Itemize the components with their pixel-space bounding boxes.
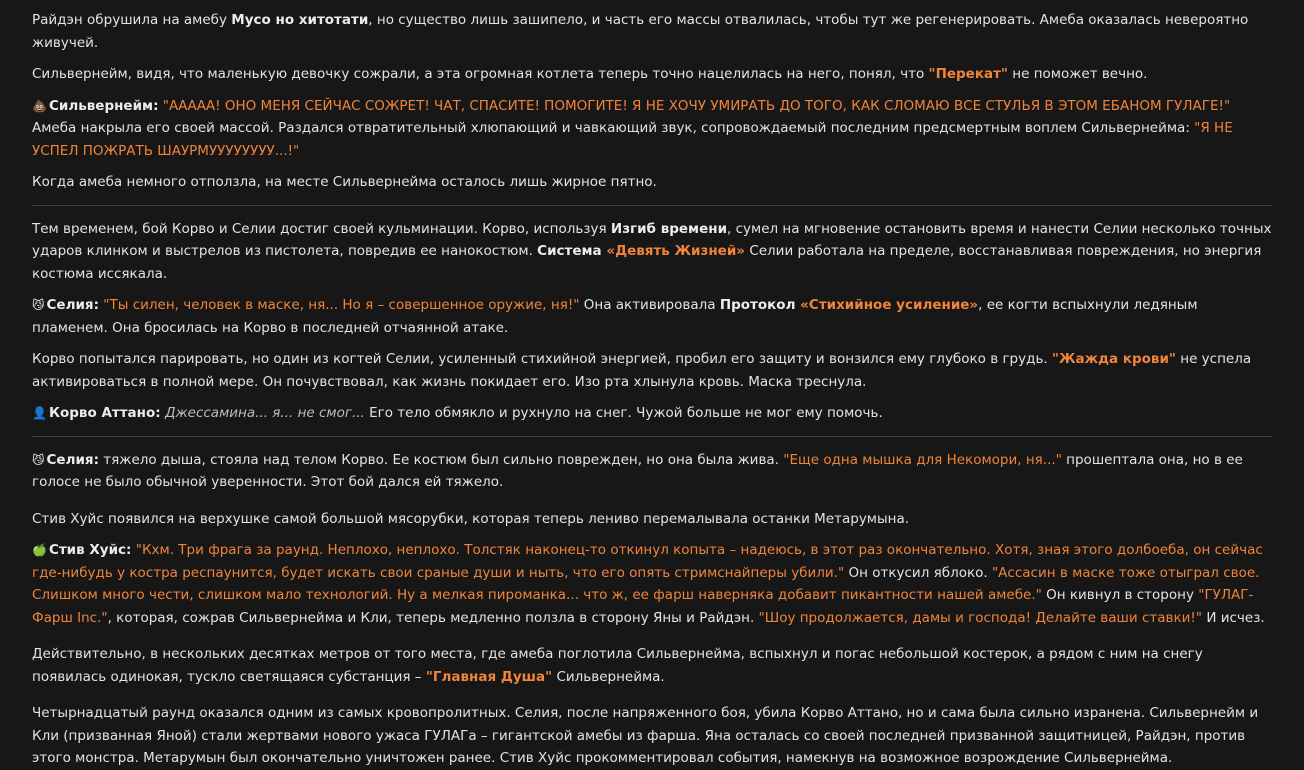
dialogue-quote: "Ты силен, человек в маске, ня... Но я – совершенное оружие, ня!" [99, 297, 580, 313]
paragraph-10 [32, 508, 1272, 531]
dialogue-quote: "Ассасин в маске тоже отыграл свое. Слишком много чести, слишком мало технологий. Ну а мелкая пироманка... что ж, ее фарш наверняка добавит пикантности нашей амебе." [32, 564, 1260, 603]
text: Амеба накрыла его своей массой. Раздался отвратительный хлюпающий и чавкающий звук, сопровождаемый последним предсмертным воплем Сильвернейма: [32, 120, 1195, 136]
text: Сильвернейм, видя, что маленькую девочку сожрали, а эта огромная котлета теперь точно нацелилась на него, понял, что [32, 66, 929, 82]
bold-term: Система [537, 243, 602, 259]
poop-icon: 💩 [32, 98, 47, 113]
text: , но существо лишь зашипело, и часть его массы отвалилась, чтобы тут же регенерировать. Амеба оказалась невероятно живучей. [32, 12, 1249, 51]
text: , ее когти вспыхнули ледяным пламенем. Она бросилась на Корво в последней отчаянной атаке. [32, 297, 1198, 336]
skill-quote: "Жажда крови" [1052, 351, 1176, 367]
skill-name: Изгиб времени [610, 220, 728, 237]
dialogue-quote: "ААААА! ОНО МЕНЯ СЕЙЧАС СОЖРЕТ! ЧАТ, СПАСИТЕ! ПОМОГИТЕ! Я НЕ ХОЧУ УМИРАТЬ ДО ТОГО, КАК СЛОМАЮ ВСЕ СТУЛЬЯ В ЭТОМ ЕБАНОМ ГУЛАГЕ!" [158, 97, 1231, 114]
paragraph-1 [32, 9, 1272, 54]
text: Райдэн обрушила на амебу [32, 12, 232, 28]
text: Четырнадцатый раунд оказался одним из самых кровопролитных. Селия, после напряженного боя, убила Корво Аттано, но и сама была сильно изранена. Сильвернейм и Кли (призванная Яной) стали жертвами нового ужаса ГУЛАГа – гигантской амебы из фарша. Яна осталась со своей последней призванной защитницей, Райдэн, против этого монстра. Метарумын был окончательно уничтожен ранее. Стив Хуйс прокомментировал события, намекнув на возможное возрождение Сильвернейма. [32, 705, 1259, 766]
text: Она активировала [579, 297, 720, 313]
text: не успела активироваться в полной мере. Он почувствовал, как жизнь покидает его. Изо рта хлынула кровь. Маска треснула. [32, 351, 1252, 390]
speaker-name: Корво Аттано: [48, 405, 161, 421]
paragraph-7 [32, 348, 1272, 393]
paragraph-5 [32, 218, 1272, 286]
text: не поможет вечно. [1007, 66, 1148, 82]
paragraph-2 [32, 63, 1272, 86]
text: Тем временем, бой Корво и Селии достиг своей кульминации. Корво, используя [32, 220, 611, 237]
bold-term: Протокол [719, 297, 796, 313]
speaker-name: Стив Хуйс: [48, 542, 132, 558]
green-apple-icon: 🍏 [32, 543, 47, 557]
skill-quote: «Девять Жизней» [601, 243, 746, 259]
dialogue-quote: "Еще одна мышка для Некомори, ня..." [783, 451, 1062, 468]
text: Сильвернейма. [552, 668, 665, 685]
paragraph-9 [32, 449, 1272, 494]
skill-quote: «Стихийное усиление» [795, 297, 979, 313]
paragraph-12 [32, 643, 1272, 688]
purple-person-icon: 👤 [32, 406, 47, 420]
text: Он откусил яблоко. [844, 564, 992, 581]
skill-quote: "Главная Душа" [425, 668, 553, 685]
text: , сумел на мгновение остановить время и нанести Селии несколько точных ударов клинком и выстрелов из пистолета, повредив ее нанокостюм. [32, 220, 1272, 259]
text: Действительно, в нескольких десятках метров от того места, где амеба поглотила Сильвернейма, вспыхнул и погас небольшой костерок, а рядом с ним на снегу появилась одинокая, тускло светящаяся субстанция – [32, 646, 1203, 685]
cat-face-icon: 😼 [32, 452, 45, 467]
text: Когда амеба немного отползла, на месте Сильвернейма осталось лишь жирное пятно. [32, 174, 657, 190]
speaker-name: Селия: [46, 297, 99, 313]
text: тяжело дыша, стояла над телом Корво. Ее костюм был сильно поврежден, но она была жива. [99, 451, 784, 468]
text: Селии работала на пределе, восстанавливая повреждения, но энергия костюма иссякала. [32, 243, 1262, 282]
divider [32, 205, 1272, 206]
dialogue-quote: "Шоу продолжается, дамы и господа! Делайте ваши ставки!" [758, 609, 1203, 626]
speaker-name: Сильвернейм: [48, 97, 159, 114]
divider [32, 436, 1272, 437]
text: И исчез. [1202, 609, 1265, 626]
dialogue-quote: "Кхм. Три фрага за раунд. Неплохо, неплохо. Толстяк наконец-то откинул копыта – надеюсь, в этот раз окончательно. Хотя, зная этого долбоеба, он сейчас где-нибудь у костра респаунится, будет искать свои сраные души и ныть, что его опять стримснайперы убили." [32, 542, 1263, 581]
paragraph-3 [32, 95, 1272, 163]
paragraph-11 [32, 539, 1272, 629]
text: Стив Хуйс появился на верхушке самой большой мясорубки, которая теперь лениво перемалывала останки Метарумына. [32, 510, 910, 527]
paragraph-13 [32, 702, 1272, 770]
text: Он кивнул в сторону [1041, 587, 1199, 603]
text: , которая, сожрав Сильвернейма и Кли, теперь медленно ползла в сторону Яны и Райдэн. [107, 609, 759, 626]
paragraph-4 [32, 171, 1272, 194]
skill-name: Мусо но хитотати [231, 12, 369, 28]
paragraph-6 [32, 294, 1272, 339]
dialogue-quote: "ГУЛАГ-Фарш Inc." [32, 587, 1254, 626]
text: прошептала она, но в ее голосе не было обычной уверенности. Этот бой дался ей тяжело. [32, 451, 1243, 490]
skill-quote: "Перекат" [928, 66, 1008, 82]
text: Его тело обмякло и рухнуло на снег. Чужой больше не мог ему помочь. [364, 405, 883, 421]
italic-dialogue: Джессамина... я... не смог... [160, 405, 365, 421]
text: Корво попытался парировать, но один из когтей Селии, усиленный стихийной энергией, пробил его защиту и вонзился ему глубоко в грудь. [32, 351, 1052, 367]
paragraph-8 [32, 402, 1272, 425]
cat-face-icon: 😼 [32, 298, 45, 312]
dialogue-quote: "Я НЕ УСПЕЛ ПОЖРАТЬ ШАУРМУУУУУУУУ...!" [32, 120, 1233, 159]
speaker-name: Селия: [46, 451, 99, 468]
